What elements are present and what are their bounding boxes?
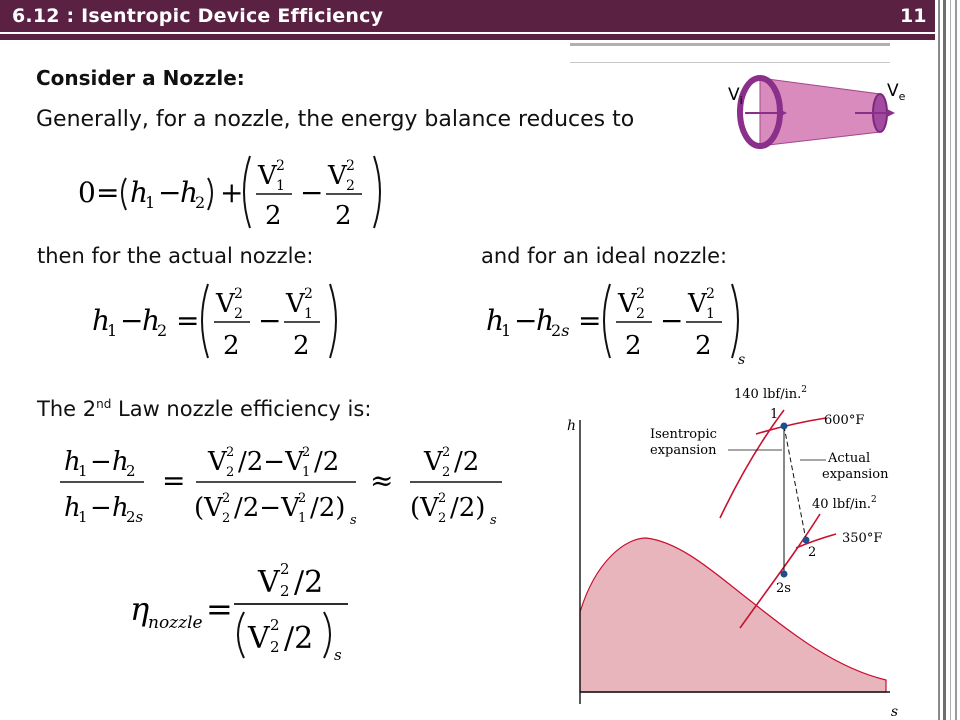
svg-text:1: 1 (298, 511, 307, 526)
svg-text:V: V (258, 161, 277, 191)
svg-text:2: 2 (625, 331, 642, 361)
svg-text:V: V (216, 289, 235, 319)
svg-text:/2: /2 (284, 621, 314, 656)
svg-text:V: V (258, 565, 280, 600)
svg-text:1: 1 (145, 193, 156, 212)
heading: Consider a Nozzle: (36, 66, 245, 90)
energy-balance-equation (78, 150, 398, 234)
p2-sup: 2 (871, 495, 877, 505)
isentropic-label-1: Isentropic (650, 427, 717, 442)
state-1-point (781, 423, 788, 430)
svg-text:/2): /2) (450, 493, 486, 523)
svg-text:/2): /2) (310, 493, 346, 523)
svg-text:2: 2 (280, 582, 290, 600)
svg-text:2: 2 (636, 286, 645, 302)
decor-vline (943, 0, 946, 720)
exit-sub: e (898, 90, 906, 103)
s-axis-label: s (890, 704, 898, 720)
svg-text:V: V (248, 621, 270, 656)
p1-sup: 2 (801, 385, 808, 395)
svg-text:+: + (220, 176, 244, 209)
svg-text:2: 2 (276, 158, 285, 174)
svg-text:h: h (130, 176, 149, 209)
svg-text:Ve (887, 81, 906, 103)
svg-text:2s: 2s (126, 508, 144, 526)
p1-label: 140 lbf/in. (734, 387, 802, 402)
h-s-diagram (560, 380, 896, 720)
svg-text:V: V (688, 289, 707, 319)
svg-text:2: 2 (265, 201, 282, 231)
svg-text:−: − (120, 304, 144, 337)
svg-text:h: h (92, 304, 111, 337)
svg-text:−: − (90, 493, 112, 523)
actual-nozzle-equation (92, 276, 352, 366)
state-1-label: 1 (770, 407, 779, 422)
svg-text:2: 2 (234, 306, 243, 322)
svg-text:V: V (286, 289, 305, 319)
svg-text:h: h (536, 304, 555, 337)
svg-text:=: = (206, 590, 233, 628)
title-bar (0, 0, 935, 32)
decor-vline (950, 0, 951, 720)
svg-text:1: 1 (78, 462, 88, 480)
svg-text:(V: (V (410, 493, 439, 523)
svg-text:40 lbf/in.2 (812, 495, 877, 512)
efficiency-label (37, 397, 371, 421)
inlet-sub: i (739, 94, 743, 107)
svg-text:140 lbf/in.2 (734, 385, 807, 402)
svg-text:/2: /2 (454, 447, 480, 477)
svg-text:h: h (64, 447, 81, 477)
svg-text:2: 2 (636, 306, 645, 322)
svg-text:1: 1 (276, 178, 285, 194)
svg-text:−: − (660, 304, 684, 337)
svg-text:s: s (738, 352, 746, 368)
svg-text:1: 1 (706, 306, 715, 322)
svg-text:2: 2 (346, 158, 355, 174)
isobar-140 (720, 410, 784, 518)
svg-text:2: 2 (695, 331, 712, 361)
svg-text:2: 2 (304, 286, 313, 302)
svg-text:s: s (334, 646, 342, 664)
svg-text:=: = (578, 304, 602, 337)
svg-text:1: 1 (78, 508, 88, 526)
isobar-40 (740, 514, 820, 628)
svg-text:−: − (258, 304, 282, 337)
svg-text:2: 2 (270, 638, 280, 656)
svg-text:2: 2 (126, 462, 136, 480)
state-2-point (803, 537, 810, 544)
svg-text:−: − (300, 176, 324, 209)
svg-text:−: − (158, 176, 182, 209)
svg-text:1: 1 (107, 321, 118, 340)
svg-text:/2: /2 (294, 565, 324, 600)
svg-text:2: 2 (270, 616, 280, 634)
nozzle-figure (715, 66, 915, 156)
svg-text:2: 2 (706, 286, 715, 302)
svg-text:2: 2 (293, 331, 310, 361)
inlet-label: V (728, 85, 740, 105)
svg-text:2: 2 (222, 511, 231, 526)
svg-text:2: 2 (302, 445, 311, 460)
svg-text:2: 2 (234, 286, 243, 302)
page-number: 11 (900, 5, 927, 27)
svg-text:(V: (V (194, 493, 223, 523)
efficiency-label-pre: The 2 (37, 397, 97, 421)
isentropic-label-2: expansion (650, 443, 717, 458)
ideal-label: and for an ideal nozzle: (481, 244, 728, 268)
svg-text:2: 2 (298, 491, 307, 506)
svg-text:2: 2 (442, 445, 451, 460)
svg-text:2: 2 (195, 193, 206, 212)
ideal-nozzle-equation (486, 276, 756, 368)
svg-text:2: 2 (438, 491, 447, 506)
t2-label: 350°F (842, 531, 883, 546)
svg-text:=: = (96, 176, 120, 209)
svg-text:h: h (64, 493, 81, 523)
svg-text:2s: 2s (551, 321, 570, 340)
svg-text:0: 0 (78, 176, 96, 209)
svg-text:=: = (162, 464, 186, 497)
svg-text:−: − (514, 304, 538, 337)
svg-text:2: 2 (226, 465, 235, 480)
decor-line (570, 43, 890, 46)
svg-text:1: 1 (304, 306, 313, 322)
svg-text:−: − (90, 447, 112, 477)
p2-label: 40 lbf/in. (812, 497, 872, 512)
actual-label-2: expansion (822, 467, 889, 482)
svg-text:h: h (180, 176, 199, 209)
actual-label: then for the actual nozzle: (37, 244, 314, 268)
state-2s-point (781, 571, 788, 578)
slide-title: 6.12 : Isentropic Device Efficiency (12, 5, 384, 27)
svg-text:2: 2 (157, 321, 168, 340)
svg-text:V: V (424, 447, 443, 477)
efficiency-ratio-equation (58, 436, 528, 528)
svg-text:2: 2 (223, 331, 240, 361)
svg-text:≈: ≈ (370, 464, 394, 497)
efficiency-label-sup: nd (96, 397, 112, 411)
decor-line (570, 62, 890, 63)
decor-vline (938, 0, 940, 720)
svg-text:2: 2 (335, 201, 352, 231)
t1-label: 600°F (824, 413, 865, 428)
actual-label-1: Actual (828, 451, 871, 466)
svg-text:/2−V: /2−V (234, 493, 300, 523)
svg-text:s: s (490, 513, 497, 528)
svg-text:nozzle: nozzle (148, 613, 203, 633)
svg-text:2: 2 (222, 491, 231, 506)
actual-line (784, 426, 806, 540)
svg-text:2: 2 (442, 465, 451, 480)
svg-text:h: h (142, 304, 161, 337)
state-2-label: 2 (808, 545, 817, 560)
saturation-dome (580, 538, 886, 692)
svg-text:V: V (328, 161, 347, 191)
svg-text:/2: /2 (314, 447, 340, 477)
svg-text:/2−V: /2−V (238, 447, 304, 477)
svg-text:V: V (208, 447, 227, 477)
svg-text:h: h (112, 447, 129, 477)
title-underline (0, 34, 935, 40)
eta-nozzle-equation (130, 548, 370, 664)
h-axis-label: h (567, 418, 577, 434)
decor-vline (955, 0, 957, 720)
svg-text:2: 2 (438, 511, 447, 526)
exit-label: V (887, 81, 899, 101)
svg-text:=: = (176, 304, 200, 337)
state-2s-label: 2s (776, 581, 791, 596)
svg-text:2: 2 (280, 560, 290, 578)
svg-text:h: h (112, 493, 129, 523)
svg-text:1: 1 (501, 321, 512, 340)
intro-text: Generally, for a nozzle, the energy balance reduces to (36, 107, 635, 132)
efficiency-label-post: Law nozzle efficiency is: (111, 397, 372, 421)
svg-text:1: 1 (302, 465, 311, 480)
svg-text:Vi (728, 85, 743, 107)
svg-text:η: η (130, 590, 150, 628)
svg-text:2: 2 (346, 178, 355, 194)
svg-text:V: V (618, 289, 637, 319)
svg-text:s: s (350, 513, 357, 528)
isotherm-600 (756, 418, 826, 434)
svg-text:2: 2 (226, 445, 235, 460)
svg-text:h: h (486, 304, 505, 337)
